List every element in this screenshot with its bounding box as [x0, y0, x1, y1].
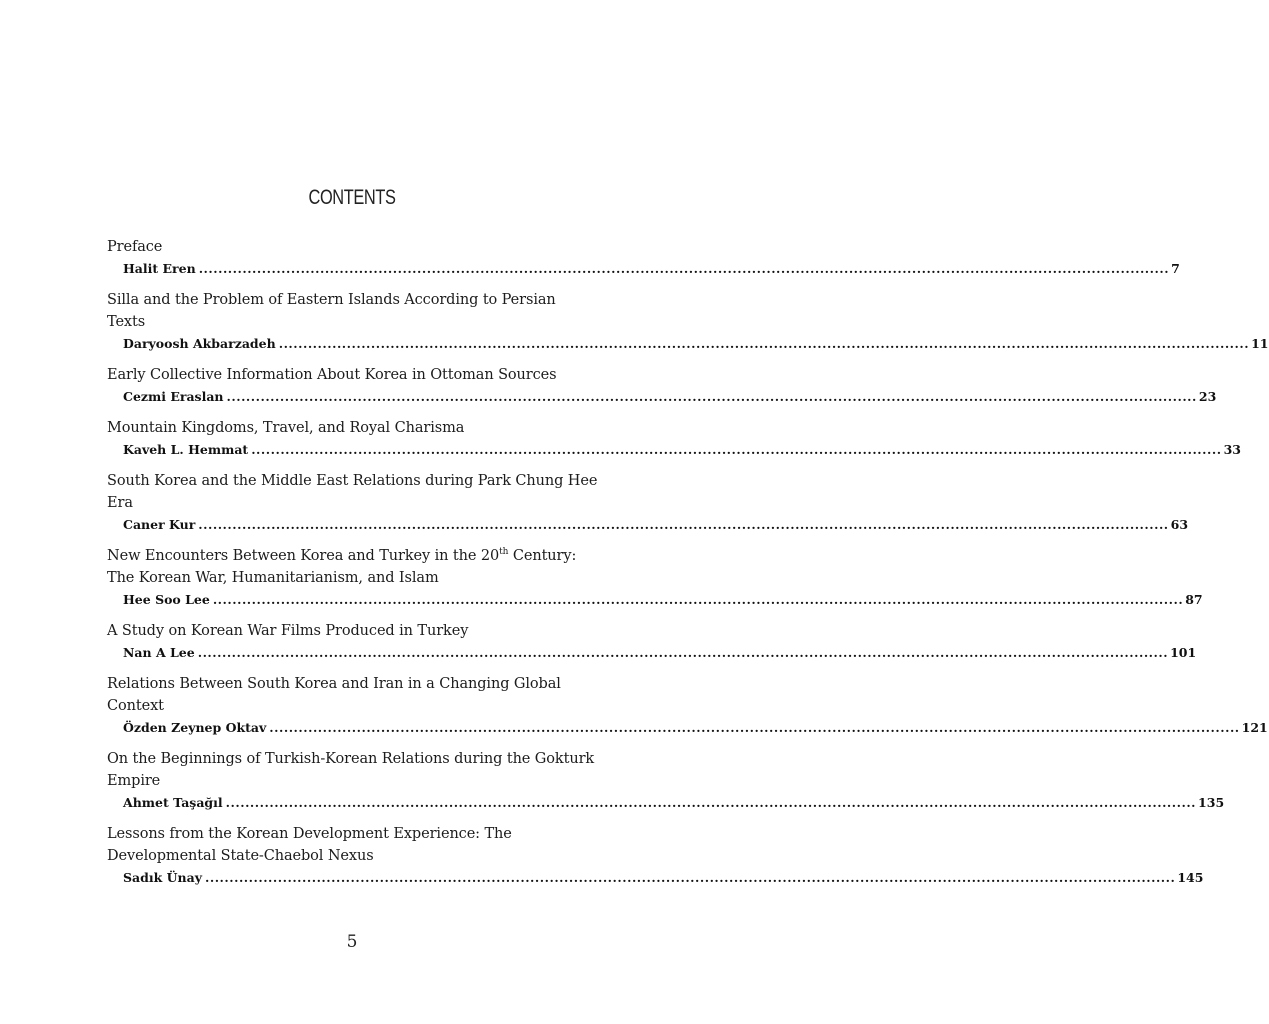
- author-name: Sadık Ünay: [123, 870, 202, 885]
- toc-entry: [107, 620, 1197, 664]
- author-line: [123, 717, 1268, 739]
- author-line: [123, 333, 1269, 355]
- page-number: 135: [1198, 795, 1225, 810]
- page-number: 63: [1170, 517, 1189, 532]
- toc-entry: [107, 748, 1225, 814]
- author-name: Kaveh L. Hemmat: [123, 442, 249, 457]
- chapter-title: [107, 545, 598, 589]
- author-line: [123, 514, 1189, 536]
- toc-entry: [107, 823, 1204, 889]
- toc-entry: [107, 236, 1180, 280]
- chapter-title: On the Beginnings of Turkish-Korean Relations during the Gokturk Empire: [107, 751, 595, 789]
- author-name: Cezmi Eraslan: [123, 389, 224, 404]
- author-name: Halit Eren: [123, 261, 196, 276]
- chapter-title: Preface: [107, 239, 163, 255]
- page-number: 101: [1170, 645, 1197, 660]
- dot-leader: ........................................................................................................................................................................................................: [212, 592, 1184, 607]
- page-number: 87: [1185, 592, 1203, 607]
- chapter-title: South Korea and the Middle East Relations during Park Chung Hee Era: [107, 473, 598, 511]
- page-number: 11: [1251, 336, 1269, 351]
- chapter-title: Lessons from the Korean Development Experience: The Developmental State-Chaebol Nexus: [107, 826, 512, 864]
- chapter-title: Mountain Kingdoms, Travel, and Royal Charisma: [107, 420, 465, 436]
- dot-leader: ........................................................................................................................................................................................................: [198, 261, 1170, 276]
- page-number: 33: [1223, 442, 1241, 457]
- toc-entry: [107, 470, 1189, 536]
- author-name: Özden Zeynep Oktav: [123, 720, 267, 735]
- table-of-contents: [107, 236, 1269, 898]
- toc-entry: [107, 364, 1217, 408]
- author-name: Daryoosh Akbarzadeh: [123, 336, 276, 351]
- dot-leader: ........................................................................................................................................................................................................: [198, 517, 1169, 532]
- contents-heading: CONTENTS: [308, 186, 396, 209]
- chapter-title-part: Century: The Korean War, Humanitarianism, and Islam: [107, 548, 577, 586]
- dot-leader: ........................................................................................................................................................................................................: [269, 720, 1240, 735]
- author-name: Nan A Lee: [123, 645, 195, 660]
- page-number: 145: [1177, 870, 1204, 885]
- page-number: 23: [1198, 389, 1217, 404]
- author-line: [123, 792, 1225, 814]
- author-line: [123, 867, 1204, 889]
- author-line: [123, 386, 1217, 408]
- chapter-title: A Study on Korean War Films Produced in Turkey: [107, 623, 469, 639]
- toc-entry: [107, 545, 1203, 611]
- chapter-title: Silla and the Problem of Eastern Islands According to Persian Texts: [107, 292, 556, 330]
- chapter-title: Relations Between South Korea and Iran in a Changing Global Context: [107, 676, 561, 714]
- dot-leader: ........................................................................................................................................................................................................: [226, 389, 1197, 404]
- toc-entry: [107, 289, 1269, 355]
- chapter-title: Early Collective Information About Korea in Ottoman Sources: [107, 367, 557, 383]
- dot-leader: ........................................................................................................................................................................................................: [251, 442, 1222, 457]
- author-name: Caner Kur: [123, 517, 196, 532]
- author-name: Hee Soo Lee: [123, 592, 210, 607]
- author-line: [123, 642, 1197, 664]
- author-line: [123, 258, 1180, 280]
- dot-leader: ........................................................................................................................................................................................................: [225, 795, 1197, 810]
- author-line: [123, 589, 1203, 611]
- page-number: 7: [1171, 261, 1180, 276]
- dot-leader: ........................................................................................................................................................................................................: [197, 645, 1169, 660]
- toc-entry: [107, 417, 1241, 461]
- author-line: [123, 439, 1241, 461]
- ordinal-superscript: th: [499, 547, 509, 557]
- dot-leader: ........................................................................................................................................................................................................: [204, 870, 1176, 885]
- toc-entry: [107, 673, 1268, 739]
- page-folio: 5: [346, 932, 358, 952]
- chapter-title-part: New Encounters Between Korea and Turkey in the 20: [107, 548, 500, 564]
- dot-leader: ........................................................................................................................................................................................................: [278, 336, 1250, 351]
- page-number: 121: [1241, 720, 1268, 735]
- author-name: Ahmet Taşağıl: [123, 795, 223, 810]
